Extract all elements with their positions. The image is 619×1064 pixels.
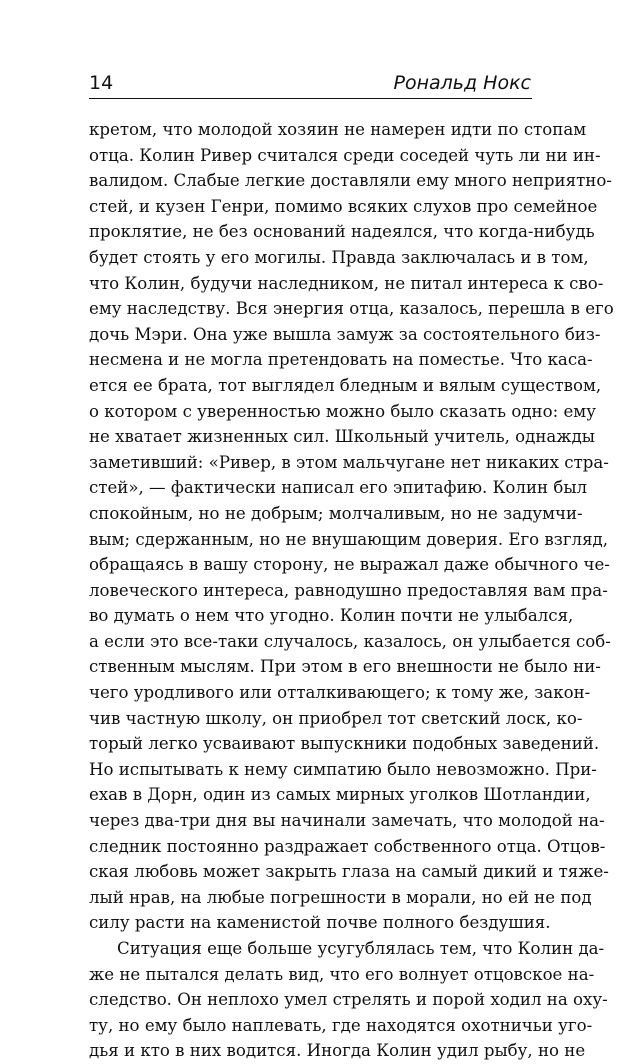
text-line: силу расти на каменистой почве полного бездушия. bbox=[89, 913, 551, 933]
text-line: ему наследству. Вся энергия отца, казалось, перешла в его bbox=[89, 299, 614, 319]
running-title: Рональд Нокс bbox=[393, 72, 531, 94]
text-line: кретом, что молодой хозяин не намерен идти по стопам bbox=[89, 120, 587, 139]
text-line: обращаясь в вашу сторону, не выражал даже обычного че- bbox=[89, 555, 610, 575]
text-line: что Колин, будучи наследником, не питал интереса к сво- bbox=[89, 273, 604, 293]
text-line: дья и кто в них водится. Иногда Колин удил рыбу, но не bbox=[89, 1041, 586, 1061]
text-line: торый легко усваивают выпускники подобных заведений. bbox=[89, 734, 600, 754]
text-line: стей», — фактически написал его эпитафию. Колин был bbox=[89, 478, 588, 498]
text-line: ехав в Дорн, один из самых мирных уголков Шотландии, bbox=[89, 785, 591, 805]
text-line: спокойным, но не добрым; молчаливым, но не задумчи- bbox=[89, 503, 583, 523]
text-line: будет стоять у его могилы. Правда заключалась и в том, bbox=[89, 247, 589, 267]
text-line: Но испытывать к нему симпатию было невозможно. При- bbox=[89, 759, 597, 779]
text-line: ту, но ему было наплевать, где находятся охотничьи уго- bbox=[89, 1015, 593, 1035]
text-line: Ситуация еще больше усугублялась тем, что Колин да- bbox=[117, 939, 605, 958]
page-number: 14 bbox=[89, 72, 114, 94]
text-line: заметивший: «Ривер, в этом мальчугане нет никаких стра- bbox=[89, 452, 609, 472]
text-line: проклятие, не без оснований надеялся, что когда-нибудь bbox=[89, 222, 595, 242]
paragraph bbox=[89, 117, 614, 936]
text-line: дочь Мэри. Она уже вышла замуж за состоятельного биз- bbox=[89, 324, 601, 344]
text-line: через два-три дня вы начинали замечать, что молодой на- bbox=[89, 811, 605, 831]
text-line: отца. Колин Ривер считался среди соседей чуть ли ни ин- bbox=[89, 145, 601, 165]
text-line: а если это все-таки случалось, казалось, он улыбается соб- bbox=[89, 631, 611, 651]
text-line: не хватает жизненных сил. Школьный учитель, однажды bbox=[89, 427, 595, 447]
text-line: вым; сдержанным, но не внушающим доверия. Его взгляд, bbox=[89, 529, 609, 549]
text-line: во думать о нем что угодно. Колин почти не улыбался, bbox=[89, 606, 574, 626]
text-line: чив частную школу, он приобрел тот светский лоск, ко- bbox=[89, 708, 583, 728]
text-line: следство. Он неплохо умел стрелять и порой ходил на оху- bbox=[89, 990, 608, 1010]
text-line: лый нрав, на любые погрешности в морали, но ей не под bbox=[89, 887, 592, 907]
text-line: о котором с уверенностью можно было сказать одно: ему bbox=[89, 401, 596, 421]
text-line: же не пытался делать вид, что его волнует отцовское на- bbox=[89, 964, 595, 984]
text-line: валидом. Слабые легкие доставляли ему много неприятно- bbox=[89, 171, 612, 191]
text-line: ловеческого интереса, равнодушно предоставляя вам пра- bbox=[89, 580, 608, 600]
text-line: ская любовь может закрыть глаза на самый дикий и тяже- bbox=[89, 862, 609, 882]
text-line: ственным мыслям. При этом в его внешности не было ни- bbox=[89, 657, 601, 677]
body-text bbox=[89, 117, 614, 1064]
text-line: несмена и не могла претендовать на поместье. Что каса- bbox=[89, 350, 593, 370]
text-line: стей, и кузен Генри, помимо всяких слухов про семейное bbox=[89, 196, 598, 216]
running-head bbox=[89, 71, 531, 97]
text-line: следник постоянно раздражает собственного отца. Отцов- bbox=[89, 836, 606, 856]
text-line: чего уродливого или отталкивающего; к тому же, закон- bbox=[89, 683, 591, 703]
header-rule bbox=[89, 98, 532, 99]
text-line: ется ее брата, тот выглядел бледным и вялым существом, bbox=[89, 375, 602, 395]
